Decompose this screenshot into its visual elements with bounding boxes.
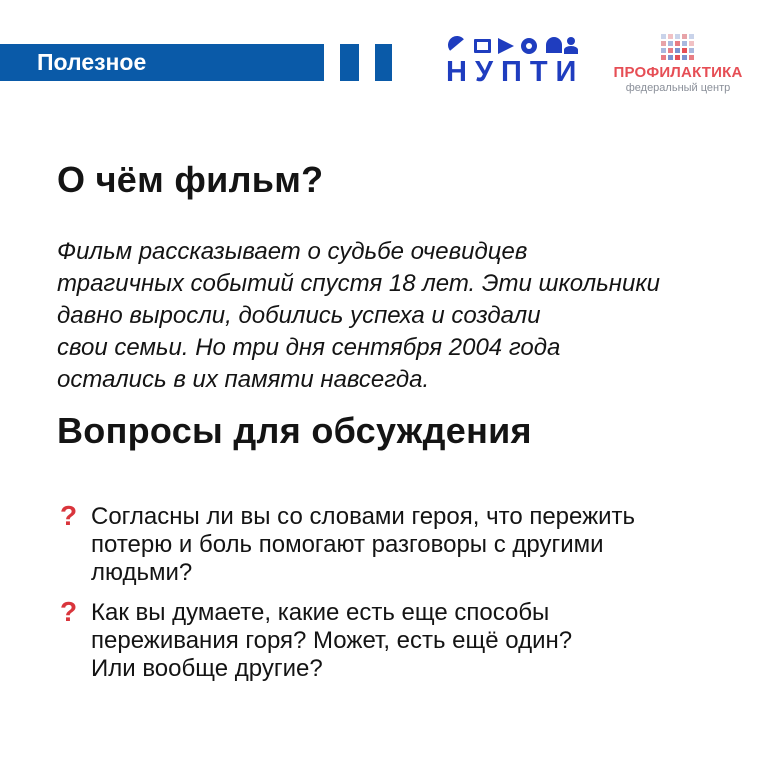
description-line: трагичных событий спустя 18 лет. Эти школьники bbox=[57, 270, 660, 297]
header-bar bbox=[0, 44, 324, 81]
nupti-shapes-icon bbox=[446, 34, 581, 56]
section-heading-discussion: Вопросы для обсуждения bbox=[57, 410, 532, 451]
question-line: переживания горя? Может, есть ещё один? bbox=[91, 627, 573, 654]
question-mark-icon: ? bbox=[60, 500, 78, 531]
section-heading-about-film: О чём фильм? bbox=[57, 159, 324, 200]
nupti-logo bbox=[446, 34, 585, 88]
description-line: давно выросли, добились успеха и создали bbox=[57, 302, 541, 329]
profilaktika-name: ПРОФИЛАКТИКА bbox=[613, 64, 743, 81]
question-line: потерю и боль помогают разговоры с другими bbox=[91, 531, 604, 558]
question-text bbox=[91, 599, 751, 683]
question-text bbox=[91, 503, 751, 587]
film-description bbox=[57, 236, 737, 396]
header-stripe bbox=[340, 44, 359, 81]
header-label: Полезное bbox=[37, 49, 147, 75]
header-stripe bbox=[375, 44, 392, 81]
description-line: Фильм рассказывает о судьбе очевидцев bbox=[57, 238, 528, 265]
nupti-wordmark: НУПТИ bbox=[446, 56, 585, 88]
profilaktika-subtitle: федеральный центр bbox=[625, 82, 731, 94]
description-line: свои семьи. Но три дня сентября 2004 года bbox=[57, 334, 561, 361]
question-mark-icon: ? bbox=[60, 596, 78, 627]
pixel-grid-icon bbox=[661, 34, 695, 62]
profilaktika-logo bbox=[604, 34, 752, 94]
question-line: Или вообще другие? bbox=[91, 655, 323, 682]
question-line: Согласны ли вы со словами героя, что пережить bbox=[91, 503, 636, 530]
description-line: остались в их памяти навсегда. bbox=[57, 366, 430, 393]
question-line: Как вы думаете, какие есть еще способы bbox=[91, 599, 550, 626]
question-line: людьми? bbox=[91, 559, 193, 586]
